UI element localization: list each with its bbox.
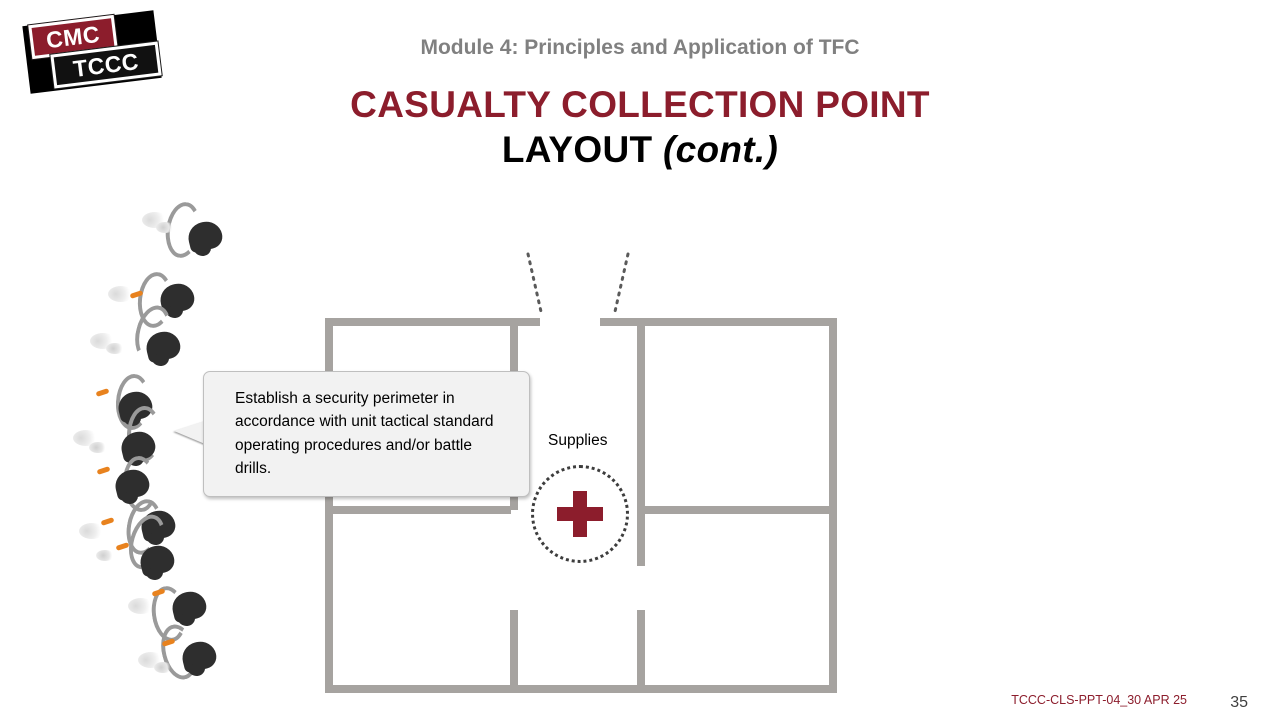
page-title-continued: (cont.) bbox=[662, 129, 779, 171]
footer-doc-code: TCCC-CLS-PPT-04_30 APR 25 bbox=[1011, 693, 1187, 707]
figure-muzzle-flash bbox=[96, 388, 110, 397]
wall-outer-bottom bbox=[325, 685, 837, 693]
red-cross-icon-horizontal bbox=[557, 507, 603, 521]
supplies-label: Supplies bbox=[548, 432, 608, 449]
figure-smoke bbox=[128, 598, 154, 614]
page-title bbox=[120, 82, 1160, 172]
figure-smoke bbox=[79, 523, 105, 539]
page-title-line1: CASUALTY COLLECTION POINT bbox=[350, 84, 930, 125]
logo-cmc-label: CMC bbox=[28, 15, 118, 59]
module-subtitle: Module 4: Principles and Application of TFC bbox=[420, 36, 860, 59]
security-perimeter-callout bbox=[203, 371, 530, 497]
page-number: 35 bbox=[1230, 694, 1248, 711]
figure-smoke bbox=[108, 286, 134, 302]
wall-interior-vertical-mid-lower bbox=[637, 610, 645, 686]
wall-interior-vertical-mid bbox=[637, 326, 645, 566]
callout-text: Establish a security perimeter in accordance with unit tactical standard operating procedures and/or battle drills. bbox=[235, 390, 494, 477]
figure-muzzle-flash bbox=[116, 542, 130, 551]
logo-tccc-label: TCCC bbox=[50, 42, 161, 89]
figure-muzzle-flash bbox=[97, 466, 111, 475]
page-title-line2-text: LAYOUT bbox=[501, 129, 653, 171]
soldier-prone-firing-icon bbox=[140, 200, 230, 270]
wall-interior-horizontal-left bbox=[333, 506, 511, 514]
figure-smoke-small bbox=[106, 343, 124, 354]
wall-interior-horizontal-right bbox=[645, 506, 830, 514]
wall-outer-right bbox=[829, 318, 837, 693]
wall-outer-top-left bbox=[325, 318, 540, 326]
soldier-prone-firing-icon bbox=[138, 628, 228, 698]
wall-interior-vertical-lower bbox=[510, 610, 518, 686]
door-swing-arcs-icon bbox=[510, 250, 640, 325]
figure-smoke-small bbox=[156, 222, 174, 233]
page-title-line2 bbox=[120, 127, 1160, 172]
figure-smoke-small bbox=[154, 662, 172, 673]
figure-smoke-small bbox=[96, 550, 114, 561]
